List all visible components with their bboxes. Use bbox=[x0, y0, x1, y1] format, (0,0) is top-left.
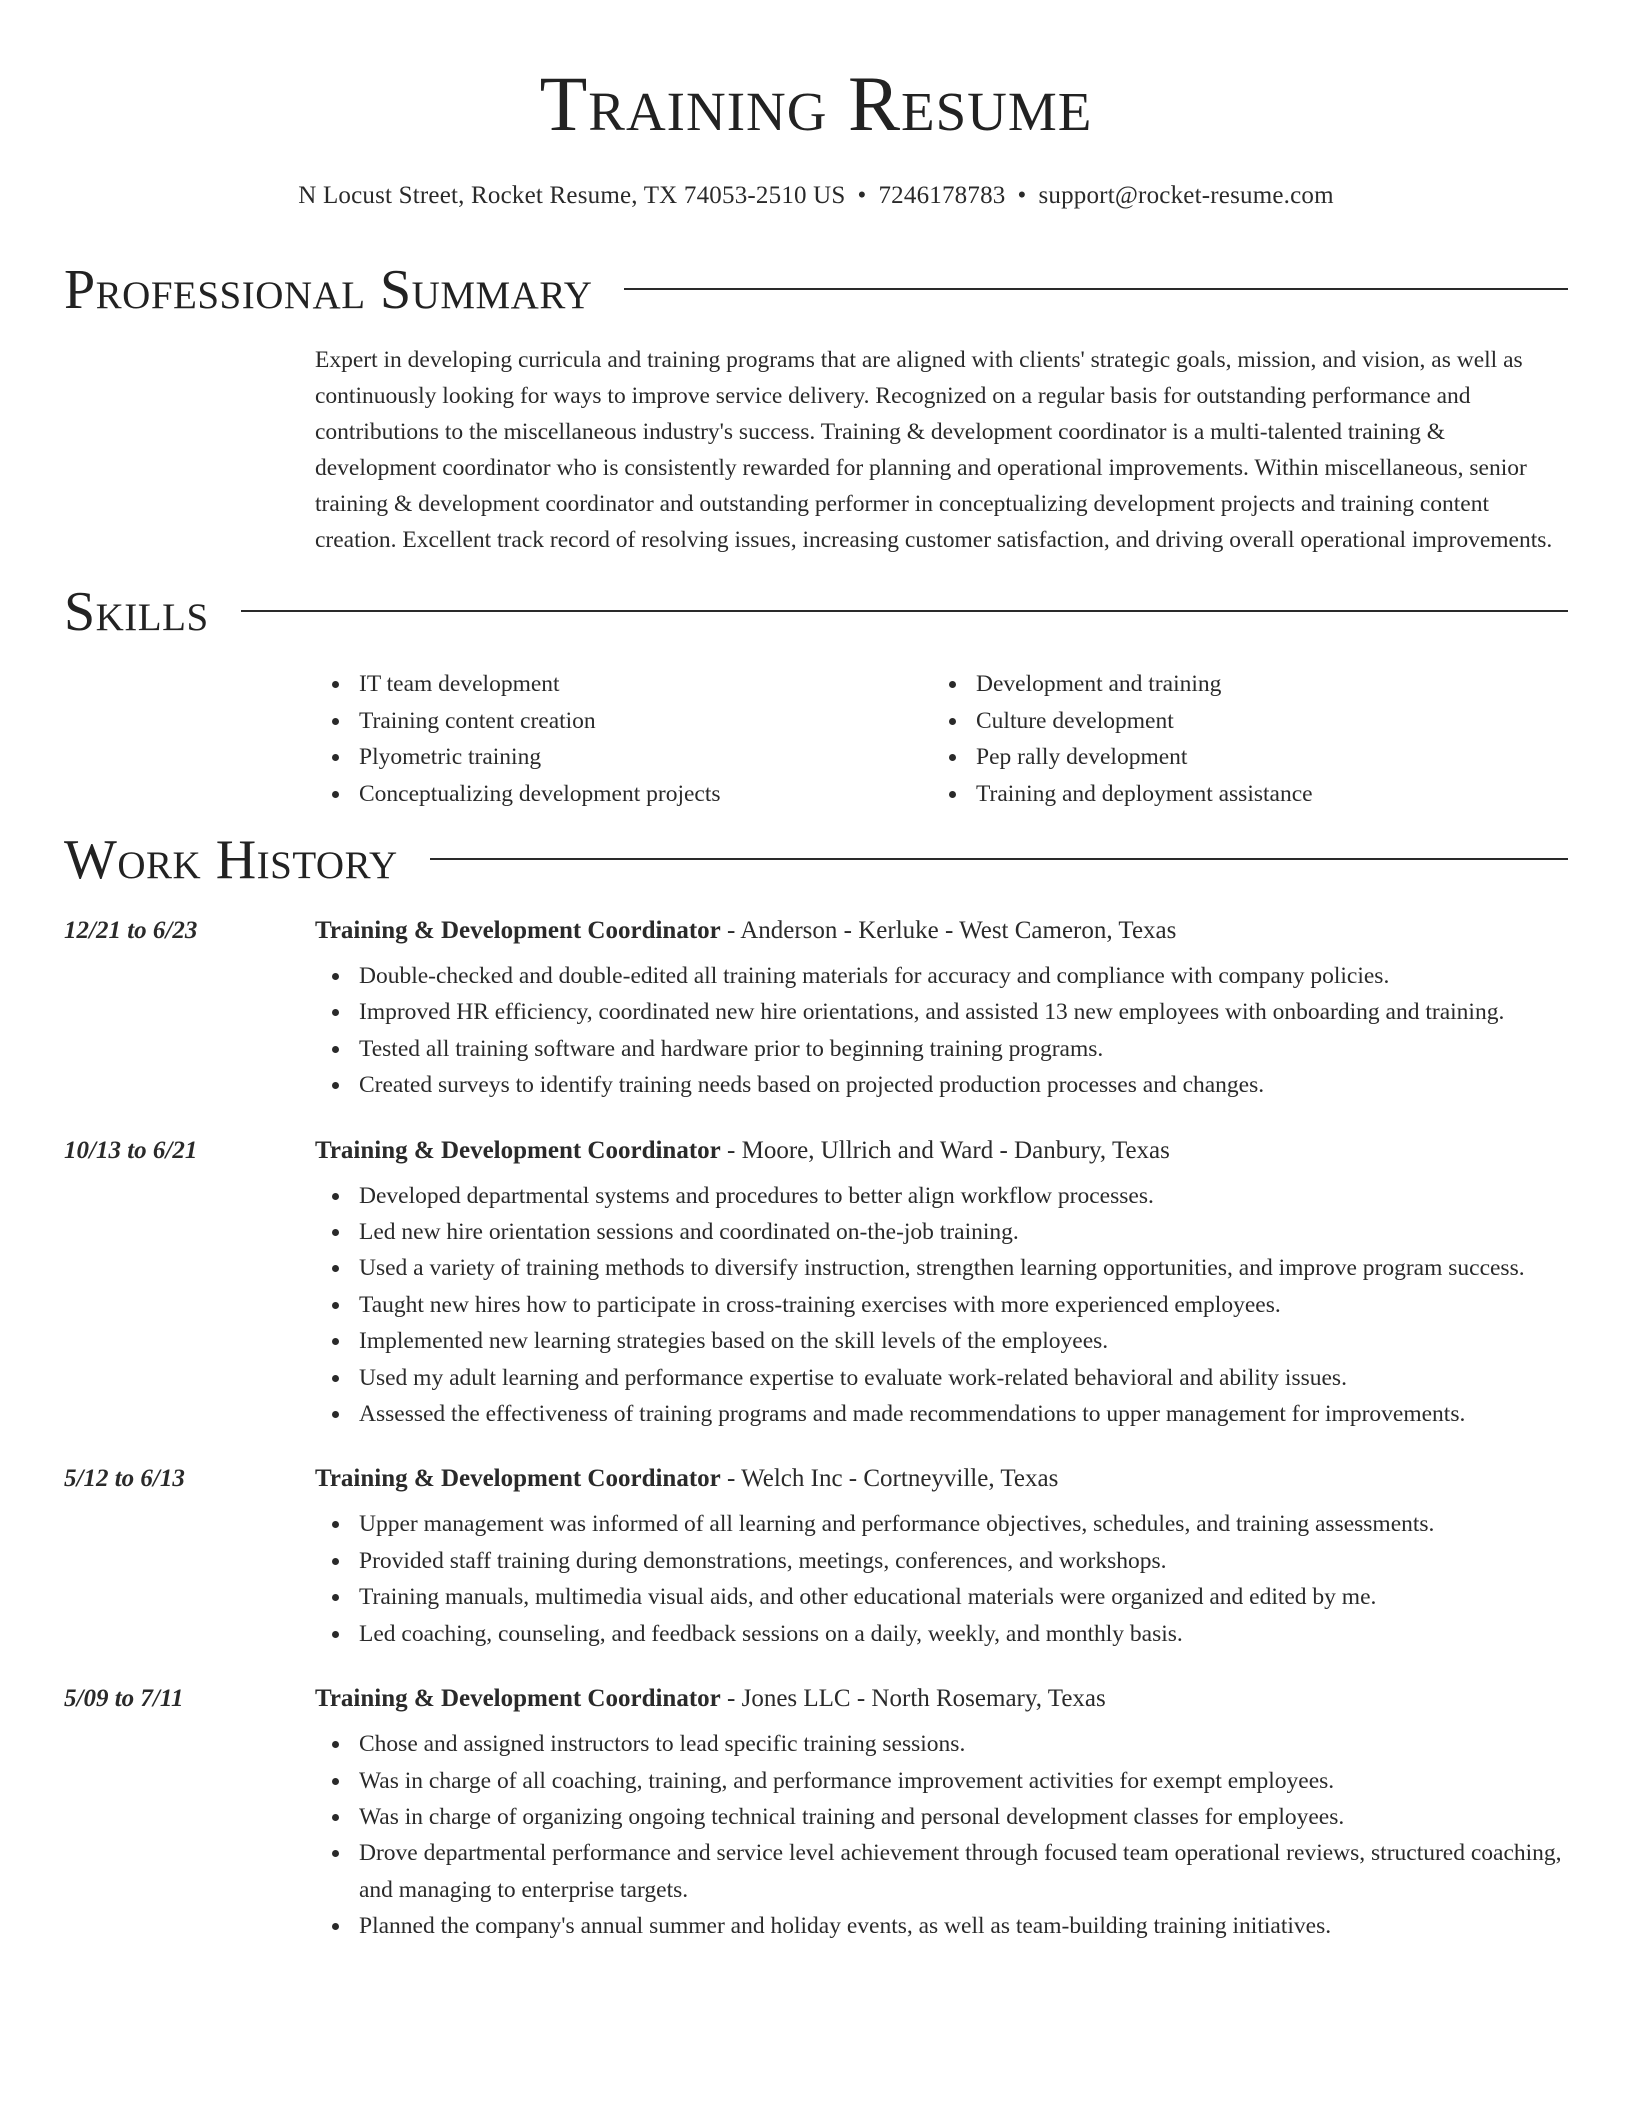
job-title-line bbox=[315, 1462, 1058, 1496]
job-bullets bbox=[315, 1726, 1569, 1944]
skill-item: Training content creation bbox=[315, 703, 932, 740]
job-bullet: Chose and assigned instructors to lead specific training sessions. bbox=[315, 1726, 1569, 1762]
job-title-line bbox=[315, 1682, 1106, 1716]
contact-address: N Locust Street, Rocket Resume, TX 74053-2510 US bbox=[298, 182, 846, 209]
job-bullet: Double-checked and double-edited all training materials for accuracy and compliance with company policies. bbox=[315, 958, 1569, 994]
work-heading: Work History bbox=[64, 829, 398, 891]
job-entry bbox=[64, 1682, 1568, 1944]
job-header bbox=[64, 1682, 1568, 1716]
job-employer: - Anderson - Kerluke - West Cameron, Texas bbox=[720, 917, 1177, 944]
job-bullet: Training manuals, multimedia visual aids, and other educational materials were organized and edited by me. bbox=[315, 1579, 1569, 1615]
skills-list bbox=[315, 666, 1569, 812]
job-title: Training & Development Coordinator bbox=[315, 1465, 721, 1493]
job-dates: 5/12 to 6/13 bbox=[64, 1465, 185, 1493]
job-title: Training & Development Coordinator bbox=[315, 917, 721, 944]
summary-heading: Professional Summary bbox=[64, 259, 593, 321]
job-bullet: Developed departmental systems and procedures to better align workflow processes. bbox=[315, 1178, 1569, 1214]
skill-item: Development and training bbox=[932, 666, 1569, 703]
contact-separator: • bbox=[857, 182, 867, 209]
job-dates: 10/13 to 6/21 bbox=[64, 1136, 198, 1164]
section-divider bbox=[430, 858, 1568, 860]
summary-section-header bbox=[64, 260, 1568, 320]
resume-name: Training Resume bbox=[539, 60, 1093, 147]
section-divider bbox=[241, 610, 1568, 612]
job-bullet: Created surveys to identify training needs based on projected production processes and changes. bbox=[315, 1067, 1569, 1103]
job-dates: 5/09 to 7/11 bbox=[64, 1685, 184, 1713]
job-bullets bbox=[315, 1178, 1569, 1433]
job-entry bbox=[64, 1134, 1568, 1433]
job-header bbox=[64, 1134, 1568, 1168]
job-bullet: Implemented new learning strategies based on the skill levels of the employees. bbox=[315, 1323, 1569, 1359]
contact-separator: • bbox=[1017, 182, 1027, 209]
job-bullet: Led new hire orientation sessions and coordinated on-the-job training. bbox=[315, 1214, 1569, 1250]
job-title: Training & Development Coordinator bbox=[315, 1136, 721, 1164]
job-header bbox=[64, 914, 1568, 948]
skill-item: Plyometric training bbox=[315, 739, 932, 776]
job-dates: 12/21 to 6/23 bbox=[64, 917, 198, 944]
job-entry bbox=[64, 914, 1568, 1104]
job-employer: - Welch Inc - Cortneyville, Texas bbox=[720, 1465, 1059, 1493]
job-employer: - Jones LLC - North Rosemary, Texas bbox=[720, 1685, 1106, 1713]
job-bullet: Led coaching, counseling, and feedback sessions on a daily, weekly, and monthly basis. bbox=[315, 1616, 1569, 1652]
job-title-line bbox=[315, 914, 1176, 948]
job-bullet: Assessed the effectiveness of training programs and made recommendations to upper management for improvements. bbox=[315, 1396, 1569, 1432]
skill-item: Pep rally development bbox=[932, 739, 1569, 776]
contact-email: support@rocket-resume.com bbox=[1038, 182, 1334, 209]
skill-item: Training and deployment assistance bbox=[932, 776, 1569, 813]
job-employer: - Moore, Ullrich and Ward - Danbury, Texas bbox=[720, 1136, 1170, 1164]
work-section-header bbox=[64, 830, 1568, 890]
contact-line bbox=[64, 180, 1568, 212]
job-bullets bbox=[315, 1506, 1569, 1652]
job-bullet: Taught new hires how to participate in cross-training exercises with more experienced employees. bbox=[315, 1287, 1569, 1323]
skill-item: IT team development bbox=[315, 666, 932, 703]
job-bullet: Improved HR efficiency, coordinated new hire orientations, and assisted 13 new employees with onboarding and training. bbox=[315, 994, 1569, 1030]
job-title-line bbox=[315, 1134, 1170, 1168]
job-bullet: Upper management was informed of all learning and performance objectives, schedules, and training assessments. bbox=[315, 1506, 1569, 1542]
job-bullets bbox=[315, 958, 1569, 1104]
skill-item: Culture development bbox=[932, 703, 1569, 740]
job-bullet: Provided staff training during demonstrations, meetings, conferences, and workshops. bbox=[315, 1543, 1569, 1579]
job-bullet: Used a variety of training methods to diversify instruction, strengthen learning opportunities, and improve program success. bbox=[315, 1250, 1569, 1286]
job-bullet: Was in charge of all coaching, training, and performance improvement activities for exempt employees. bbox=[315, 1763, 1569, 1799]
skill-item: Conceptualizing development projects bbox=[315, 776, 932, 813]
skills-section-header bbox=[64, 582, 1568, 642]
job-bullet: Drove departmental performance and service level achievement through focused team operational reviews, structured coaching, and managing to enterprise targets. bbox=[315, 1835, 1569, 1908]
skills-heading: Skills bbox=[64, 581, 209, 643]
job-title: Training & Development Coordinator bbox=[315, 1685, 721, 1713]
resume-page bbox=[64, 0, 1568, 1945]
job-bullet: Was in charge of organizing ongoing technical training and personal development classes for employees. bbox=[315, 1799, 1569, 1835]
job-bullet: Tested all training software and hardware prior to beginning training programs. bbox=[315, 1031, 1569, 1067]
job-entry bbox=[64, 1462, 1568, 1652]
summary-text: Expert in developing curricula and training programs that are aligned with clients' strategic goals, mission, and vision, as well as continuously looking for ways to improve service delivery. Recognized on a regular basis for outstanding performance and contributions to the miscellaneous industry's success. Training & development coordinator is a multi-talented training & development coordinator who is consistently rewarded for planning and operational improvements. Within miscellaneous, senior training & development coordinator and outstanding performer in conceptualizing development projects and training content creation. Excellent track record of resolving issues, increasing customer satisfaction, and driving overall operational improvements. bbox=[315, 347, 1553, 553]
section-divider bbox=[624, 288, 1568, 290]
job-bullet: Planned the company's annual summer and holiday events, as well as team-building training initiatives. bbox=[315, 1908, 1569, 1944]
job-bullet: Used my adult learning and performance expertise to evaluate work-related behavioral and ability issues. bbox=[315, 1360, 1569, 1396]
job-header bbox=[64, 1462, 1568, 1496]
contact-phone: 7246178783 bbox=[878, 182, 1006, 209]
